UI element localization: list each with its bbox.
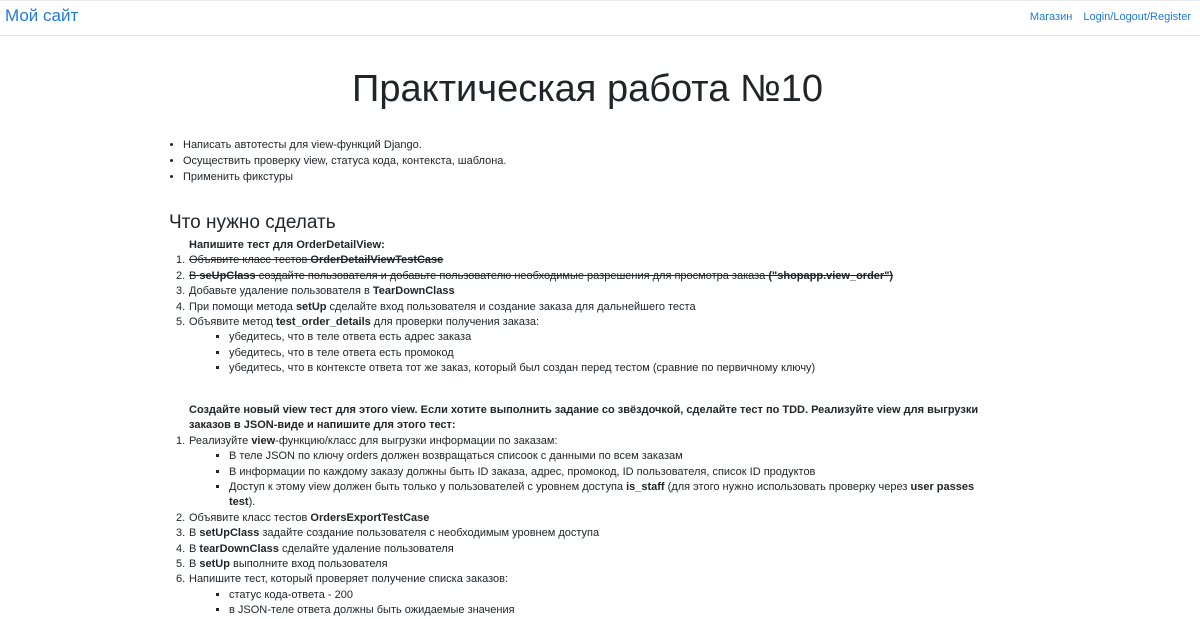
section-title: Что нужно сделать (169, 212, 336, 233)
list-item: • Осуществить проверку view, статуса кода, контекста, шаблона. (183, 154, 506, 170)
list-item: ▪ статус кода-ответа - 200 (229, 588, 997, 603)
step-number: 1. (176, 434, 186, 447)
step-text: При помощи метода setUp сделайте вход пользователя и создание заказа для дальнейшего теста (189, 300, 696, 313)
list-item: • Написать автотесты для view-функций Django. (183, 138, 506, 154)
step-number: 2. (176, 269, 186, 282)
step-number: 1. (176, 254, 186, 267)
step-number: 6. (176, 573, 186, 586)
step-text: Объявите класс тестов OrdersExportTestCase (189, 511, 430, 524)
sub-list (189, 330, 997, 376)
list-item: ▪ В теле JSON по ключу orders должен возвращаться списоок с данными по всем заказам (229, 449, 997, 464)
list-item (177, 253, 997, 268)
brand-link[interactable]: Мой сайт (5, 6, 79, 25)
step-text: В seUpClass создайте пользователя и добавьте пользователю необходимые разрешения для просмотра заказа ("shopapp.view_order") (189, 269, 894, 282)
list-item (177, 526, 997, 541)
step-number: 4. (176, 542, 186, 555)
step-text: В setUp выполните вход пользователя (189, 558, 388, 571)
step-text: Реализуйте view-функцию/класс для выгрузки информации по заказам: (189, 434, 558, 447)
goals-list (166, 138, 506, 185)
step-text: Объявите класс тестов OrderDetailViewTestCase (189, 254, 444, 267)
list-item (177, 434, 997, 511)
list-item: ▪ В информации по каждому заказу должны быть ID заказа, адрес, промокод, ID пользователя, список ID продуктов (229, 465, 997, 480)
step-text: Добавьте удаление пользователя в TearDownClass (189, 285, 455, 298)
list-item (177, 269, 997, 284)
step-text: Напишите тест, который проверяет получение списка заказов: (189, 573, 509, 586)
task1-steps (177, 253, 997, 376)
list-item (177, 511, 997, 526)
list-item: ▪ убедитесь, что в контексте ответа тот же заказ, который был создан перед тестом (сравние по первичному ключу) (229, 361, 997, 376)
list-item (177, 557, 997, 572)
task1-heading: Напишите тест для OrderDetailView: (189, 239, 385, 251)
step-text: Объявите метод test_order_details для проверки получения заказа: (189, 316, 540, 329)
list-item: • Применить фикстуры (183, 170, 506, 186)
list-item (177, 572, 997, 618)
step-number: 3. (176, 285, 186, 298)
nav-link-auth[interactable]: Login/Logout/Register (1083, 11, 1191, 23)
task2-heading: Создайте новый view тест для этого view. Если хотите выполнить задание со звёздочкой, сделайте тест по TDD. Реализуйте view для выгрузки заказов в JSON-виде и напишите для этого тест: (189, 404, 979, 432)
sub-list (189, 588, 997, 619)
sub-list (189, 449, 997, 511)
page-title: Практическая работа №10 (352, 68, 823, 110)
step-number: 5. (176, 316, 186, 329)
task2-steps (177, 434, 997, 619)
nav-link-shop[interactable]: Магазин (1029, 11, 1073, 23)
step-number: 3. (176, 527, 186, 540)
list-item: ▪ убедитесь, что в теле ответа есть промокод (229, 346, 997, 361)
task2-block (176, 403, 1009, 619)
list-item (177, 300, 997, 315)
list-item: ▪ убедитесь, что в теле ответа есть адрес заказа (229, 330, 997, 345)
list-item: ▪ в JSON-теле ответа должны быть ожидаемые значения (229, 603, 997, 618)
navbar (0, 0, 1200, 36)
step-number: 5. (176, 558, 186, 571)
step-number: 4. (176, 300, 186, 313)
list-item (177, 315, 997, 377)
task1-block (176, 238, 1009, 377)
list-item: ▪ Доступ к этому view должен быть только у пользователей с уровнем доступа is_staff (для этого нужно использовать проверку через user passes test). (229, 480, 997, 511)
step-number: 2. (176, 511, 186, 524)
list-item (177, 284, 997, 299)
step-text: В setUpClass задайте создание пользователя с необходимым уровнем доступа (189, 527, 600, 540)
nav-links (1022, 10, 1191, 24)
list-item (177, 542, 997, 557)
step-text: В tearDownClass сделайте удаление пользователя (189, 542, 454, 555)
